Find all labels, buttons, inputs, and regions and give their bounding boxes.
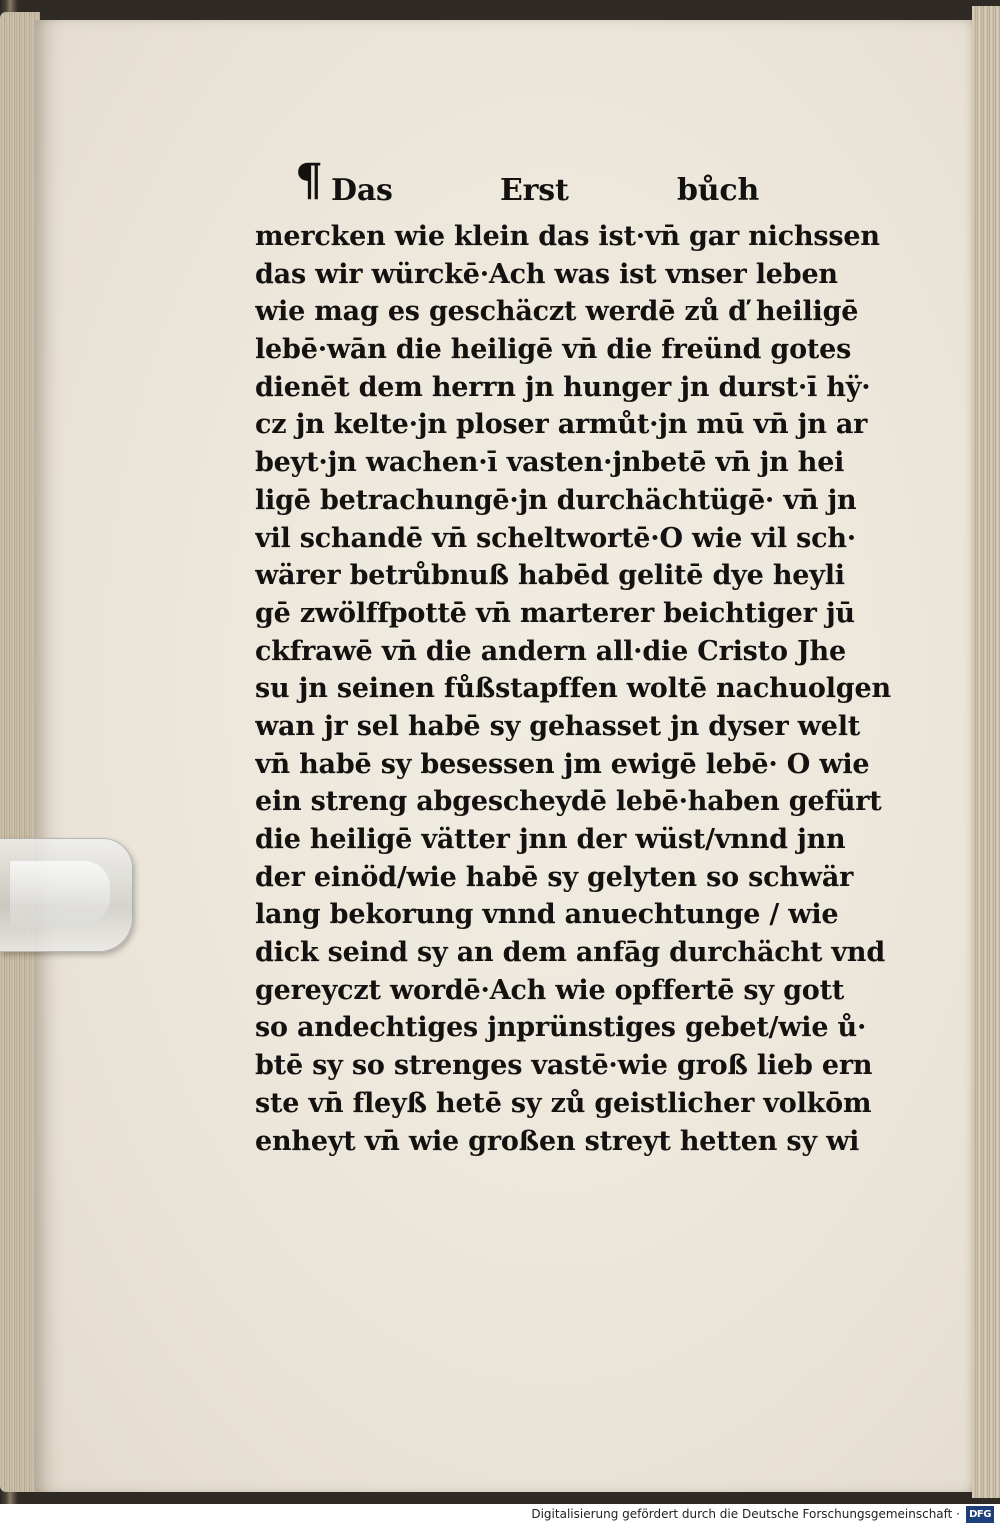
text-line: vil schandē vn̄ scheltwortē·O wie vil sch· <box>255 522 856 554</box>
text-line: btē sy so strenges vastē·wie groß lieb ern <box>255 1050 873 1082</box>
right-page-edges <box>972 6 1000 1498</box>
text-line: ligē betrachungē·jn durchächtügē· vn̄ jn <box>255 484 857 516</box>
text-line: wie mag es geschäczt werdē zů ď heiligē <box>255 296 859 328</box>
text-line: die heiligē vätter jnn der wüst/vnnd jnn <box>255 824 846 855</box>
text-line: dienēt dem herrn jn hunger jn durst·ī hÿ· <box>255 371 871 403</box>
text-line: ste vn̄ fleyß hetē sy zů geistlicher volkōm <box>255 1087 872 1119</box>
funding-credit: Digitalisierung gefördert durch die Deutsche Forschungsgemeinschaft · <box>531 1507 960 1521</box>
running-head-word: Erst <box>500 173 569 208</box>
running-head-word: bůch <box>677 173 760 208</box>
text-line: das wir würckē·Ach was ist vnser leben <box>255 258 838 290</box>
page-clip <box>0 838 133 952</box>
dfg-logo: DFG <box>966 1506 994 1523</box>
text-line: enheyt vn̄ wie großen streyt hetten sy wi <box>255 1125 860 1157</box>
text-line: su jn seinen fůßstapffen woltē nachuolgen <box>255 673 891 705</box>
text-line: so andechtiges jnprünstiges gebet/wie ů· <box>255 1012 867 1044</box>
running-head-word: Das <box>331 173 393 208</box>
text-line: lang bekorung vnnd anuechtunge / wie <box>255 899 839 931</box>
text-line: cz jn kelte·jn ploser armůt·jn mū vn̄ jn ar <box>255 409 868 441</box>
footer-bar <box>0 1504 1000 1526</box>
text-block <box>255 155 915 1160</box>
text-line: dick seind sy an dem anfāg durchächt vnd <box>255 937 886 969</box>
pilcrow-mark: ¶ <box>295 155 323 206</box>
text-line: wan jr sel habē sy gehasset jn dyser welt <box>255 710 861 742</box>
text-line: der einöd/wie habē sy gelyten so schwär <box>255 861 854 893</box>
text-line: vn̄ habē sy besessen jm ewigē lebē· O wie <box>255 748 870 780</box>
running-head <box>255 155 915 216</box>
body-text <box>255 218 915 1160</box>
text-line: mercken wie klein das ist·vn̄ gar nichssen <box>255 221 880 252</box>
text-line: beyt·jn wachen·ī vasten·jnbetē vn̄ jn hei <box>255 447 845 479</box>
text-line: gē zwölffpottē vn̄ marterer beichtiger jū <box>255 597 855 629</box>
page-clip-highlight <box>10 861 110 927</box>
text-line: ckfrawē vn̄ die andern all·die Cristo Jhe <box>255 635 846 667</box>
text-line: gereyczt wordē·Ach wie opffertē sy gott <box>255 974 845 1006</box>
text-line: wärer betrůbnuß habēd gelitē dye heyli <box>255 560 845 592</box>
text-line: ein streng abgescheydē lebē·haben gefürt <box>255 786 882 818</box>
text-line: lebē·wān die heiligē vn̄ die freünd gotes <box>255 334 852 366</box>
